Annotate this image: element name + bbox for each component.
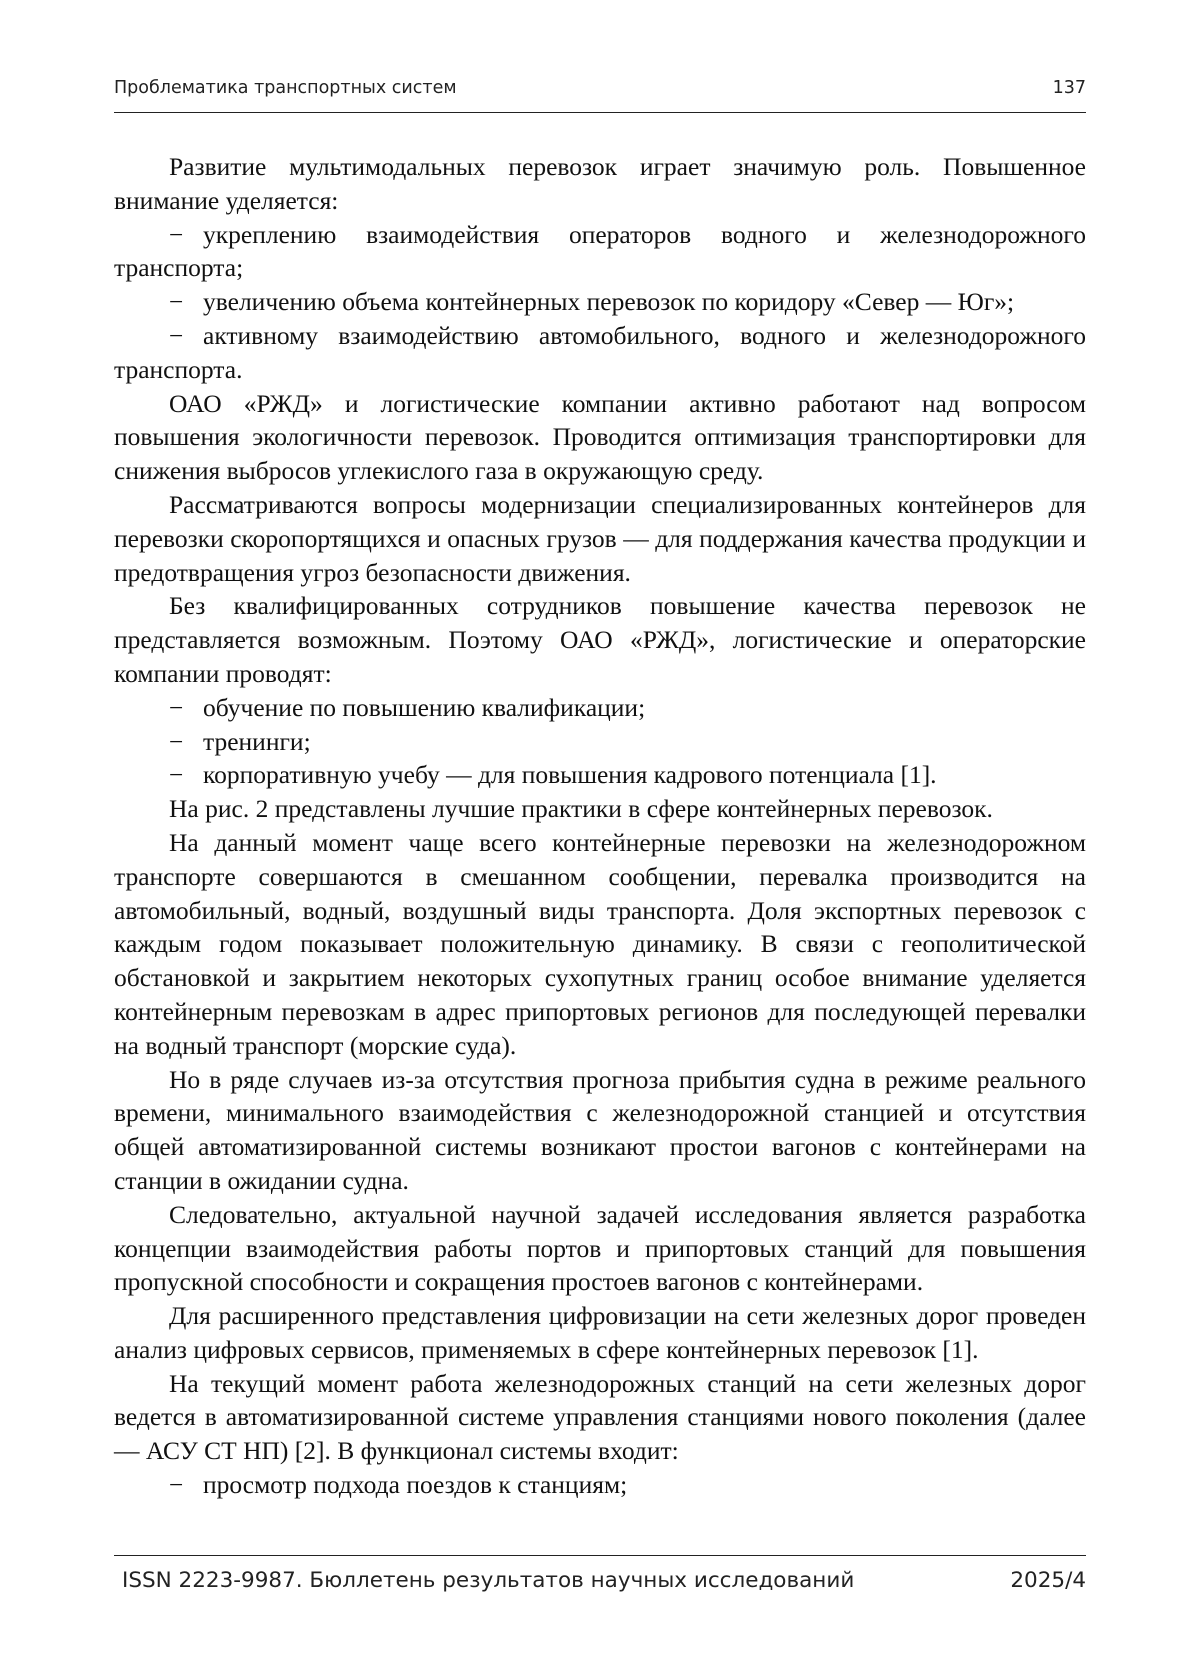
article-body <box>114 150 1086 1502</box>
list-marker: − <box>169 760 184 790</box>
paragraph: Следовательно, актуальной научной задачей исследования является разработка концепции взаимодействия работы портов и припортовых станций для повышения пропускной способности и сокращения простоев вагонов с контейнерами. <box>114 1199 1086 1297</box>
list-item-text: просмотр подхода поездов к станциям; <box>203 1470 628 1500</box>
list-marker: − <box>169 1470 184 1500</box>
list-item <box>114 218 1086 286</box>
list-item-text: корпоративную учебу — для повышения кадрового потенциала [1]. <box>203 760 937 790</box>
list-item <box>114 319 1086 387</box>
list-marker: − <box>169 219 184 249</box>
running-footer <box>114 1555 1086 1602</box>
list-item <box>114 285 1086 319</box>
paragraph: Без квалифицированных сотрудников повышение качества перевозок не представляется возможным. Поэтому ОАО «РЖД», логистические и операторские компании проводят: <box>114 591 1086 688</box>
paragraph: На данный момент чаще всего контейнерные перевозки на железнодорожном транспорте совершаются в смешанном сообщении, перевалка производится на автомобильный, водный, воздушный виды транспорта. Доля экспортных перевозок с каждым годом показывает положительную динамику. В связи с геополитической обстановкой и закрытием некоторых сухопутных границ особое внимание уделяется контейнерным перевозкам в адрес припортовых регионов для последующей перевалки на водный транспорт (морские суда). <box>114 827 1086 1060</box>
list-item <box>114 691 1086 725</box>
list-marker: − <box>169 287 184 317</box>
issue-number: 2025/4 <box>1010 1568 1086 1593</box>
running-header-title: Проблематика транспортных систем <box>114 78 457 98</box>
paragraph: На текущий момент работа железнодорожных станций на сети железных дорог ведется в автоматизированной системе управления станциями нового поколения (далее — АСУ СТ НП) [2]. В функционал системы входит: <box>114 1368 1086 1466</box>
paragraph: ОАО «РЖД» и логистические компании активно работают над вопросом повышения экологичности перевозок. Проводится оптимизация транспортировки для снижения выбросов углекислого газа в окружающую среду. <box>114 388 1086 486</box>
running-header <box>114 74 1086 113</box>
list-item-text: увеличению объема контейнерных перевозок по коридору «Север — Юг»; <box>203 287 1015 317</box>
list-item-text: активному взаимодействию автомобильного, водного и железнодорожного транспорта. <box>114 320 1086 384</box>
list-item-text: тренинги; <box>203 726 311 756</box>
paragraph: На рис. 2 представлены лучшие практики в сфере контейнерных перевозок. <box>169 794 993 824</box>
page-number: 137 <box>1052 78 1086 98</box>
paragraph: Рассматриваются вопросы модернизации специализированных контейнеров для перевозки скоропортящихся и опасных грузов — для поддержания качества продукции и предотвращения угроз безопасности движения. <box>114 489 1086 587</box>
list-marker: − <box>169 320 184 350</box>
list-marker: − <box>169 726 184 756</box>
paragraph: Развитие мультимодальных перевозок играет значимую роль. Повышенное внимание уделяется: <box>114 152 1086 215</box>
paragraph: Но в ряде случаев из-за отсутствия прогноза прибытия судна в режиме реального времени, минимального взаимодействия с железнодорожной станцией и отсутствия общей автоматизированной системы возникают простои вагонов с контейнерами на станции в ожидании судна. <box>114 1064 1086 1195</box>
paragraph: Для расширенного представления цифровизации на сети железных дорог проведен анализ цифровых сервисов, применяемых в сфере контейнерных перевозок [1]. <box>114 1301 1086 1364</box>
list-item <box>114 725 1086 759</box>
list-item-text: укреплению взаимодействия операторов водного и железнодорожного транспорта; <box>114 219 1086 283</box>
list-marker: − <box>169 692 184 722</box>
list-item-text: обучение по повышению квалификации; <box>203 692 646 722</box>
list-item <box>114 758 1086 792</box>
journal-citation: ISSN 2223-9987. Бюллетень результатов научных исследований <box>122 1568 855 1593</box>
list-item <box>114 1468 1086 1502</box>
